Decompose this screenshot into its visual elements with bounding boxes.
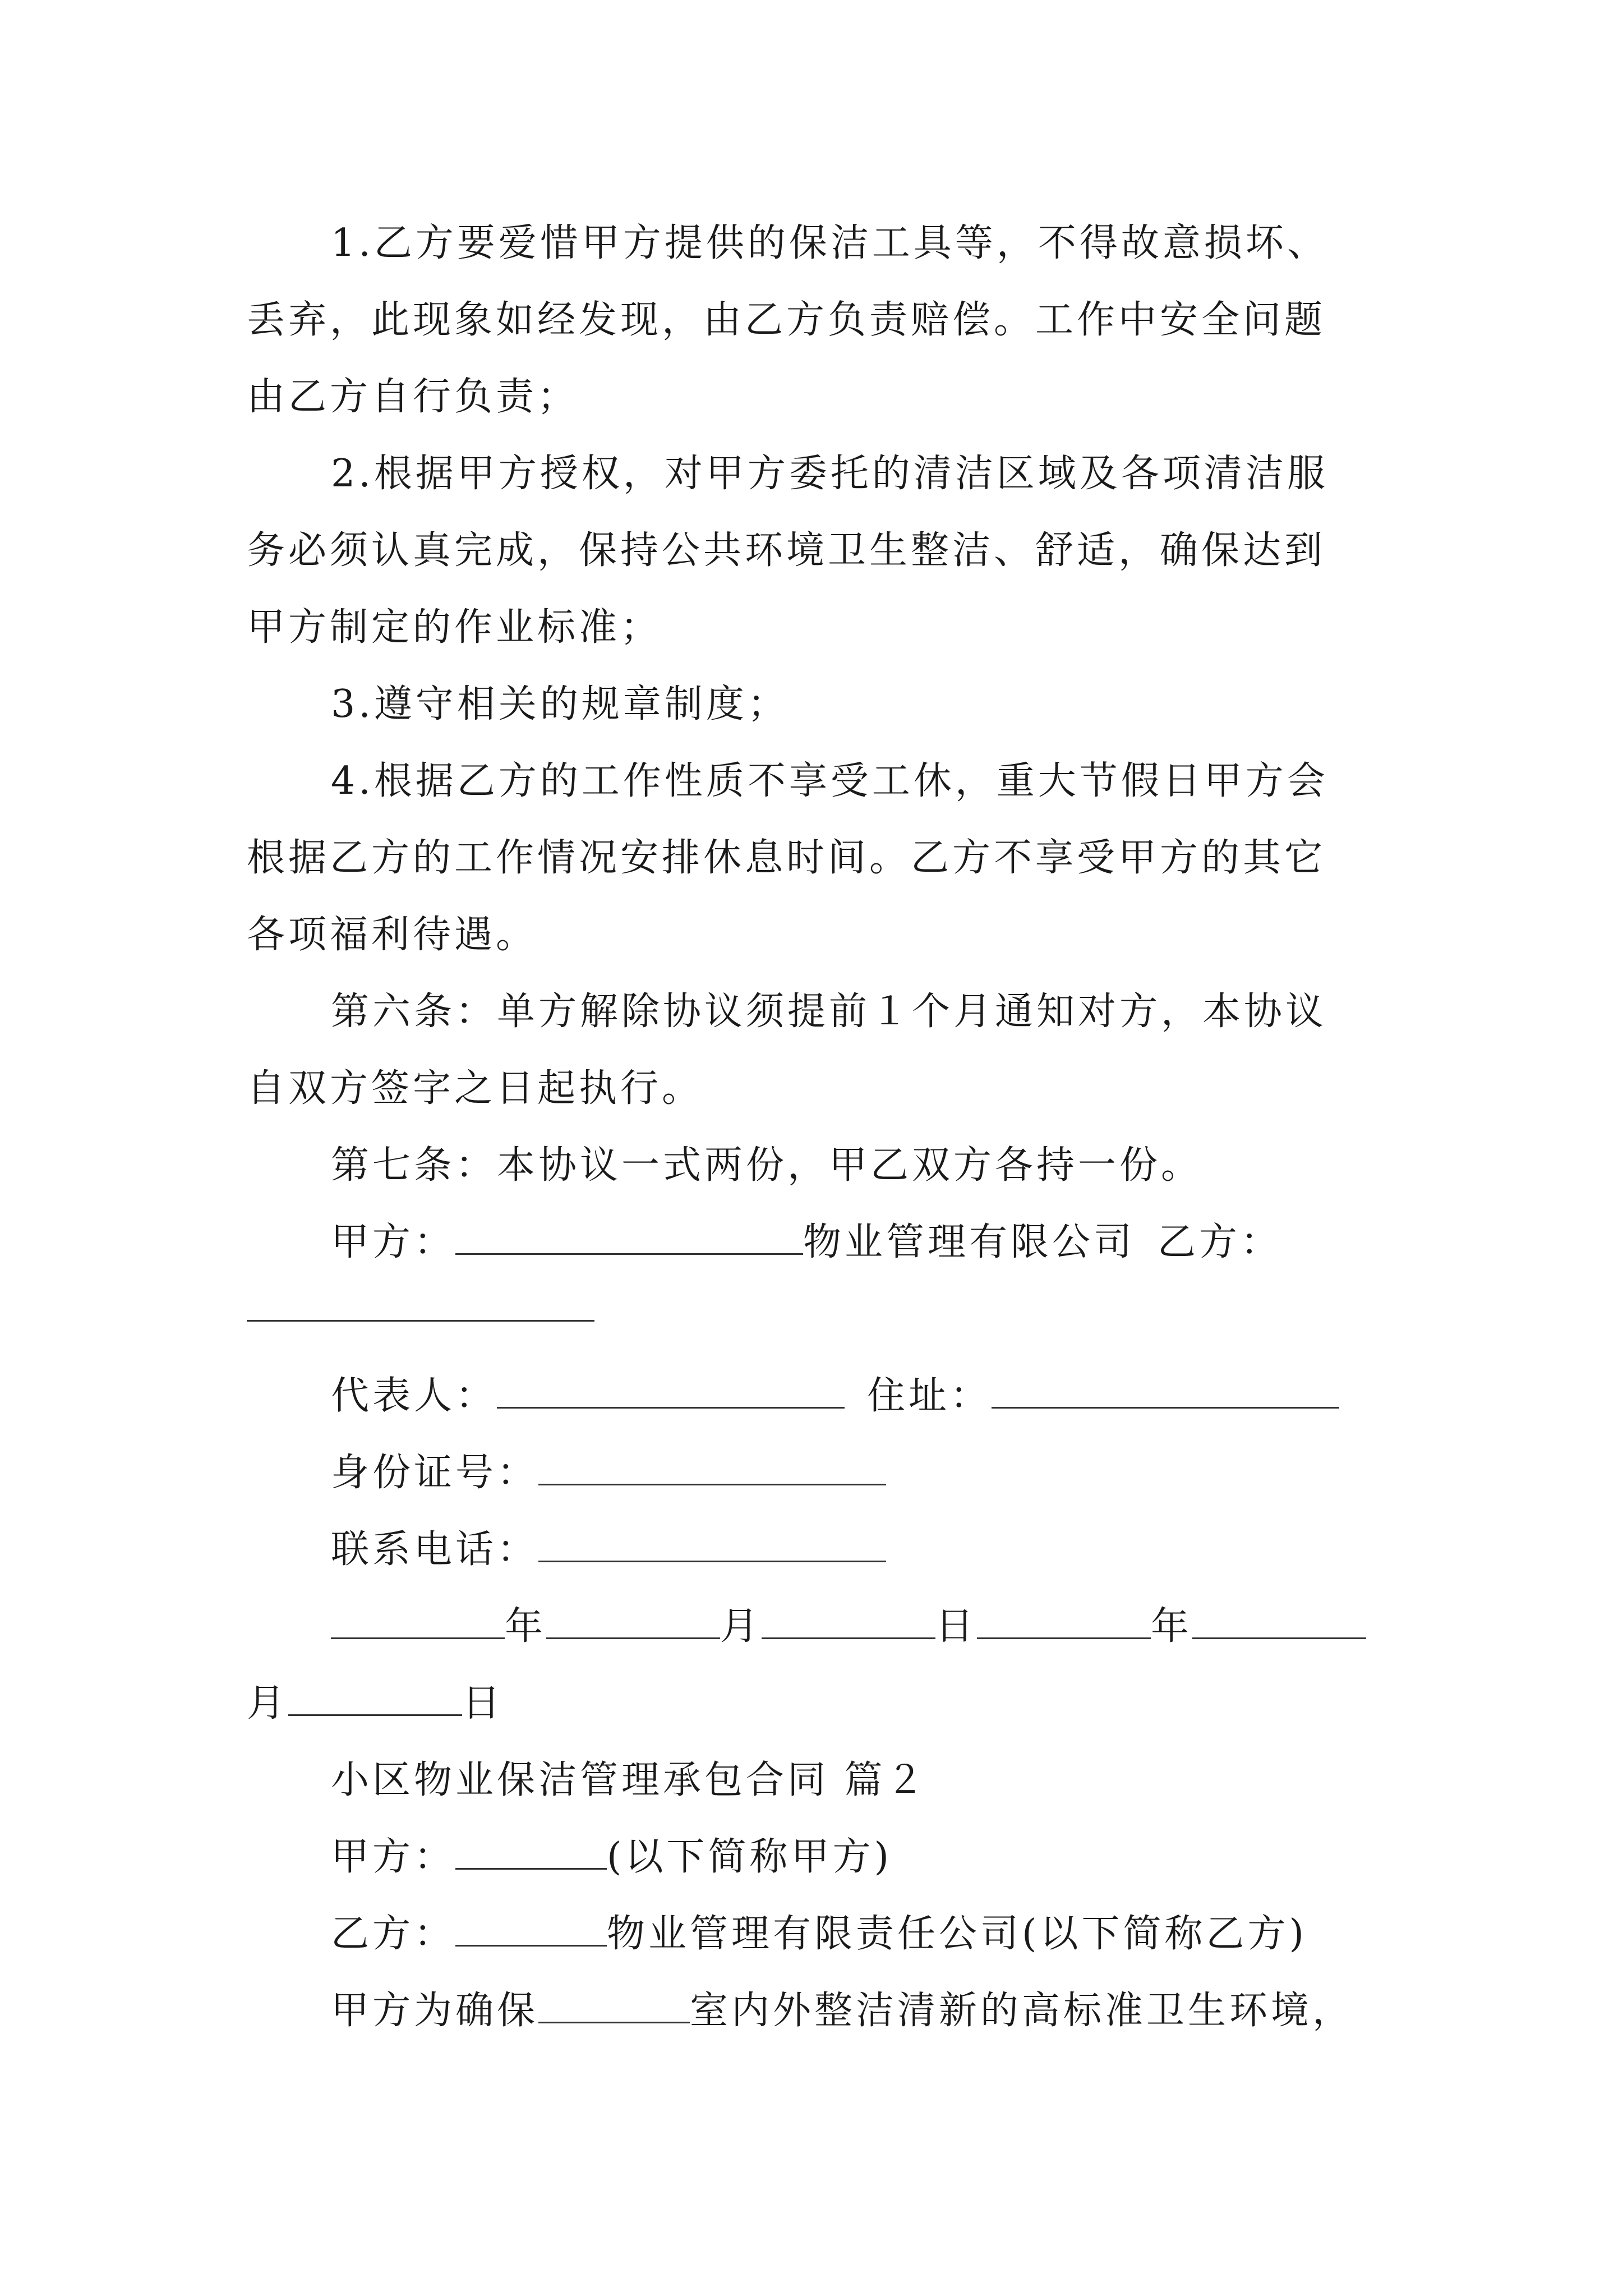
clause-1-line-1: 1.乙方要爱惜甲方提供的保洁工具等，不得故意损坏、 xyxy=(331,221,1329,265)
id-label: 身份证号： xyxy=(331,1451,539,1495)
clause-4-line-3: 各项福利待遇。 xyxy=(247,913,538,957)
day-b-label: 日 xyxy=(462,1681,504,1726)
party-b-blank[interactable] xyxy=(247,1281,594,1322)
address-label: 住址： xyxy=(867,1374,992,1418)
article-7-line-1: 第七条：本协议一式两份，甲乙双方各持一份。 xyxy=(331,1143,1203,1188)
id-line xyxy=(247,1434,1385,1511)
section-2-party-a-label: 甲方： xyxy=(331,1835,456,1879)
month-b-label: 月 xyxy=(247,1681,289,1726)
phone-line xyxy=(247,1511,1385,1588)
signature-party-line xyxy=(247,1204,1385,1281)
day-b-blank[interactable] xyxy=(288,1680,462,1716)
party-a-company: 物业管理有限公司 xyxy=(803,1220,1136,1264)
year-b-label: 年 xyxy=(1151,1604,1193,1649)
section-2-party-a-blank[interactable] xyxy=(455,1833,607,1870)
party-a-label: 甲方： xyxy=(331,1220,456,1264)
document-page xyxy=(247,205,1385,2049)
section-2-party-b-blank[interactable] xyxy=(455,1910,607,1947)
party-b-blank-line xyxy=(247,1281,1385,1358)
section-2-intro xyxy=(247,1972,1385,2049)
month-a-label: 月 xyxy=(720,1604,762,1649)
party-b-label: 乙方： xyxy=(1158,1220,1283,1264)
section-2-party-a xyxy=(247,1819,1385,1895)
clause-2-line-1: 2.根据甲方授权，对甲方委托的清洁区域及各项清洁服 xyxy=(331,452,1329,496)
address-blank[interactable] xyxy=(992,1372,1339,1409)
representative-label: 代表人： xyxy=(331,1374,497,1418)
phone-label: 联系电话： xyxy=(331,1527,539,1572)
representative-line xyxy=(247,1358,1385,1434)
clause-3-line-1: 3.遵守相关的规章制度； xyxy=(331,682,789,726)
month-a-blank[interactable] xyxy=(546,1603,720,1639)
clause-1-line-2: 丢弃，此现象如经发现，由乙方负责赔偿。工作中安全问题 xyxy=(247,298,1326,342)
year-b-blank[interactable] xyxy=(977,1603,1151,1639)
section-2-intro-suffix: 室内外整洁清新的高标准卫生环境， xyxy=(690,1989,1354,2033)
phone-blank[interactable] xyxy=(538,1526,886,1562)
clause-4-line-1: 4.根据乙方的工作性质不享受工休，重大节假日甲方会 xyxy=(331,759,1329,803)
date-line-2 xyxy=(247,1665,1385,1742)
clause-2-line-2: 务必须认真完成，保持公共环境卫生整洁、舒适，确保达到 xyxy=(247,528,1326,573)
section-2-party-b xyxy=(247,1895,1385,1972)
representative-blank[interactable] xyxy=(497,1372,845,1409)
party-a-blank[interactable] xyxy=(455,1218,803,1255)
clause-2-line-3: 甲方制定的作业标准； xyxy=(247,605,662,650)
id-blank[interactable] xyxy=(538,1449,886,1485)
section-2-party-b-label: 乙方： xyxy=(331,1912,456,1956)
year-a-label: 年 xyxy=(505,1604,547,1649)
clause-4-line-2: 根据乙方的工作情况安排休息时间。乙方不享受甲方的其它 xyxy=(247,836,1326,880)
section-2-intro-prefix: 甲方为确保 xyxy=(331,1989,539,2033)
day-a-blank[interactable] xyxy=(762,1603,935,1639)
clause-1-line-3: 由乙方自行负责； xyxy=(247,375,579,419)
section-2-party-a-suffix: (以下简称甲方) xyxy=(607,1835,893,1879)
article-6-line-1: 第六条：单方解除协议须提前１个月通知对方，本协议 xyxy=(331,990,1327,1034)
day-a-label: 日 xyxy=(935,1604,978,1649)
section-2-party-b-suffix: 物业管理有限责任公司(以下简称乙方) xyxy=(607,1912,1308,1956)
section-2-heading: 小区物业保洁管理承包合同 篇２ xyxy=(331,1758,928,1802)
date-line-1 xyxy=(247,1588,1385,1665)
article-6-line-2: 自双方签字之日起执行。 xyxy=(247,1066,704,1111)
month-b-blank[interactable] xyxy=(1192,1603,1366,1639)
section-2-intro-blank[interactable] xyxy=(538,1987,690,2023)
year-a-blank[interactable] xyxy=(331,1603,505,1639)
